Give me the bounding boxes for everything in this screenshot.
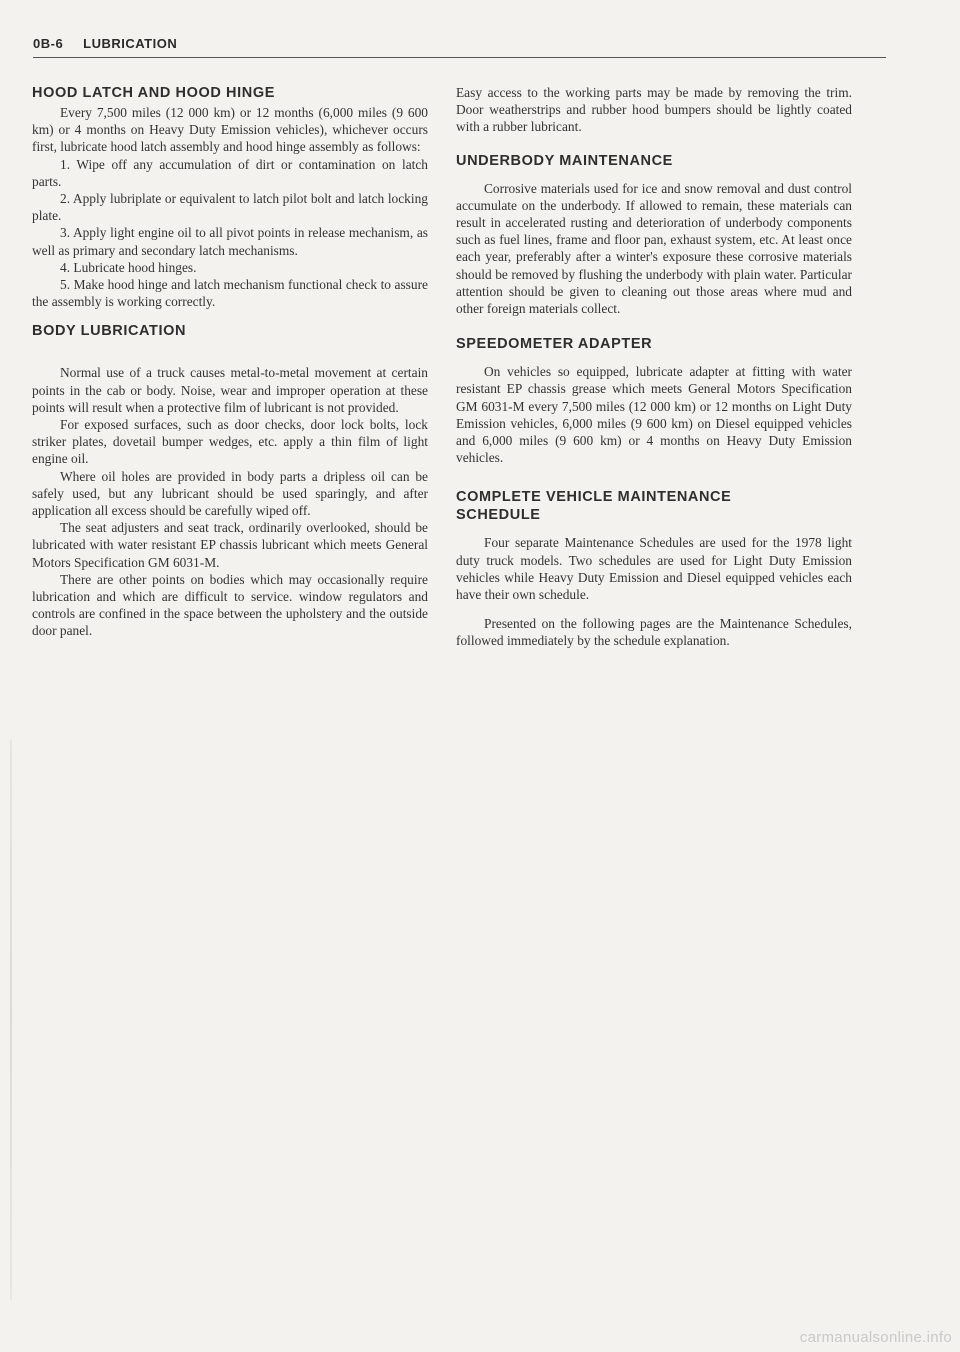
watermark: carmanualsonline.info — [799, 1329, 952, 1346]
page-header — [33, 36, 886, 51]
speedometer-paragraph: On vehicles so equipped, lubricate adapter at fitting with water resistant EP chassis grease which meets General Motors Specification GM 6031-M every 7,500 miles (12 000 km) or 12 months on Light Duty Emission vehicles, 6,000 miles (9 600 km) on Diesel equipped vehicles and 6,000 miles (9 600 km) or 4 months on Heavy Duty Emission vehicles. — [456, 364, 852, 466]
body-lubrication-heading: BODY LUBRICATION — [32, 323, 187, 340]
body-paragraph-2: For exposed surfaces, such as door checks, door lock bolts, lock striker plates, dovetail bumper wedges, etc. apply a thin film of light engine oil. — [32, 417, 428, 467]
scan-edge-shadow — [10, 740, 12, 1300]
complete-paragraph-1: Four separate Maintenance Schedules are used for the 1978 light duty truck models. Two schedules are used for Light Duty Emission vehicles while Heavy Duty Emission and Diesel equipped vehicles each have their own schedule. — [456, 535, 852, 603]
complete-maintenance-heading — [456, 488, 852, 524]
speedometer-heading: SPEEDOMETER ADAPTER — [456, 336, 653, 353]
body-paragraph-3: Where oil holes are provided in body parts a dripless oil can be safely used, but any lubricant should be used sparingly, and after application all excess should be carefully wiped off. — [32, 468, 428, 519]
body-paragraph-5: There are other points on bodies which may occasionally require lubrication and which are difficult to service. window regulators and controls are confined in the space between the upholstery and the outside door panel. — [32, 571, 428, 639]
hood-intro-paragraph: Every 7,500 miles (12 000 km) or 12 months (6,000 miles (9 600 km) or 4 months on Heavy Duty Emission vehicles), whichever occurs first, lubricate hood latch assembly and hood hinge assembly as follows: — [32, 105, 428, 155]
hood-step-2: 2. Apply lubriplate or equivalent to latch pilot bolt and latch locking plate. — [32, 191, 428, 224]
left-column — [32, 84, 428, 640]
header-rule — [33, 57, 886, 58]
hood-latch-heading: HOOD LATCH AND HOOD HINGE — [32, 85, 275, 101]
underbody-heading: UNDERBODY MAINTENANCE — [456, 152, 673, 169]
hood-step-5: 5. Make hood hinge and latch mechanism functional check to assure the assembly is working correctly. — [32, 277, 428, 310]
section-title: LUBRICATION — [83, 36, 178, 51]
hood-step-4: 4. Lubricate hood hinges. — [60, 259, 197, 275]
complete-paragraph-2: Presented on the following pages are the Maintenance Schedules, followed immediately by the schedule explanation. — [456, 616, 852, 649]
continuation-paragraph: Easy access to the working parts may be made by removing the trim. Door weatherstrips and rubber hood bumpers should be lightly coated with a rubber lubricant. — [456, 85, 852, 135]
section-code: 0B-6 — [33, 36, 64, 51]
underbody-paragraph: Corrosive materials used for ice and snow removal and dust control accumulate on the underbody. If allowed to remain, these materials can result in accelerated rusting and deterioration of underbody components such as fuel lines, frame and floor pan, exhaust system, etc. At least once each year, preferably after a winter's exposure these corrosive materials should be removed by flushing the underbody with plain water. Particular attention should be given to cleaning out those areas where mud and other foreign materials collect. — [456, 180, 852, 317]
body-paragraph-4: The seat adjusters and seat track, ordinarily overlooked, should be lubricated with water resistant EP chassis lubricant which meets General Motors Specification GM 6031-M. — [32, 520, 428, 570]
hood-step-1: 1. Wipe off any accumulation of dirt or contamination on latch parts. — [32, 156, 428, 189]
right-column — [456, 84, 852, 650]
body-paragraph-1: Normal use of a truck causes metal-to-metal movement at certain points in the cab or body. Noise, wear and improper operation at these points will result when a protective film of lubricant is not provided. — [32, 365, 428, 415]
hood-step-3: 3. Apply light engine oil to all pivot points in release mechanism, as well as primary and secondary latch mechanisms. — [32, 225, 428, 258]
complete-heading-line-1: COMPLETE VEHICLE MAINTENANCE — [456, 489, 732, 506]
complete-heading-line-2: SCHEDULE — [456, 507, 541, 524]
